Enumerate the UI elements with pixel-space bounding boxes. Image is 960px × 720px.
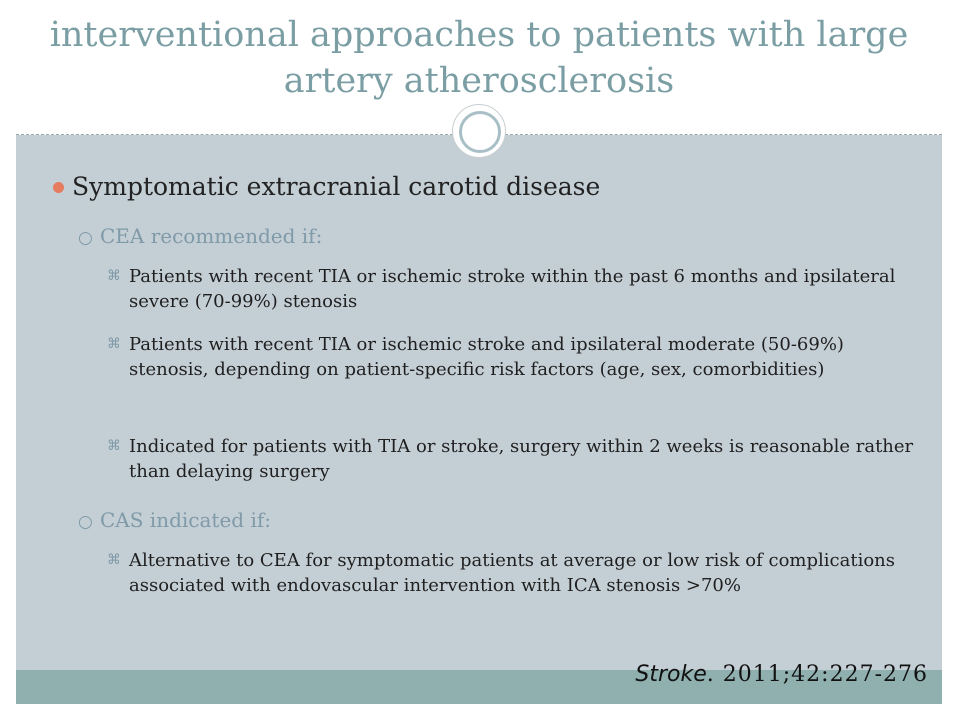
cea-item-1-text: Patients with recent TIA or ischemic stroke within the past 6 months and ipsilateral severe (70-99%) stenosis — [129, 266, 896, 312]
cross-bullet-icon: ⌘ — [107, 268, 121, 284]
citation-ref: . 2011;42:227-276 — [706, 662, 928, 687]
citation — [635, 662, 928, 687]
cross-bullet-icon: ⌘ — [107, 438, 121, 454]
cea-item-2 — [107, 332, 919, 382]
section-cas-label — [78, 506, 920, 534]
divider-circle-icon — [452, 104, 506, 158]
section-cas-text: CAS indicated if: — [100, 508, 271, 532]
cea-item-3-text: Indicated for patients with TIA or stroke, surgery within 2 weeks is reasonable rather than delaying surgery — [129, 436, 914, 482]
ring-bullet-icon: ○ — [78, 512, 93, 532]
filled-circle-bullet-icon — [53, 182, 64, 193]
citation-journal: Stroke — [635, 662, 707, 687]
title-line-2: artery atherosclerosis — [283, 61, 675, 101]
cas-item-1 — [107, 548, 919, 598]
title-line-1: interventional approaches to patients with large — [49, 15, 909, 55]
section-cea-text: CEA recommended if: — [100, 224, 323, 248]
main-bullet — [72, 170, 932, 204]
slide-title — [16, 12, 942, 104]
cea-item-1 — [107, 264, 919, 314]
cea-item-2-text: Patients with recent TIA or ischemic stroke and ipsilateral moderate (50-69%) stenosis, depending on patient-specific risk factors (age, sex, comorbidities) — [129, 334, 844, 380]
ring-bullet-icon: ○ — [78, 228, 93, 248]
cross-bullet-icon: ⌘ — [107, 552, 121, 568]
main-bullet-text: Symptomatic extracranial carotid disease — [72, 172, 601, 201]
cross-bullet-icon: ⌘ — [107, 336, 121, 352]
section-cea-label — [78, 222, 920, 250]
cea-item-3 — [107, 434, 919, 484]
divider-circle-inner — [459, 111, 501, 153]
cas-item-1-text: Alternative to CEA for symptomatic patients at average or low risk of complications associated with endovascular intervention with ICA stenosis >70% — [129, 550, 895, 596]
